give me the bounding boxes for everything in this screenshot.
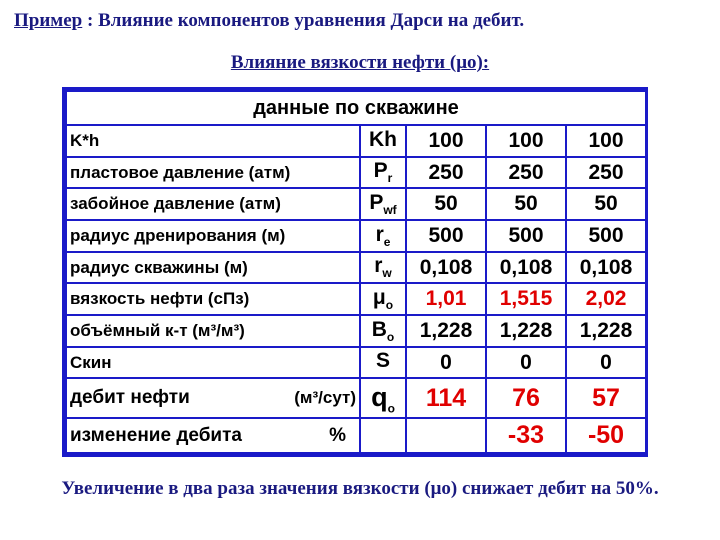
rate-change-label-cell: [66, 418, 360, 453]
value-cell: 50: [566, 188, 646, 220]
value-cell: 250: [566, 157, 646, 189]
rate-change-value: [406, 418, 486, 453]
table-row: [66, 125, 646, 157]
oil-rate-value: 76: [486, 378, 566, 418]
title-prefix: Пример: [14, 10, 83, 31]
value-cell: 100: [566, 125, 646, 157]
param-label: объёмный к-т (м³/м³): [66, 315, 360, 347]
data-table-frame: [62, 87, 648, 457]
param-symbol: $P_{wf}$: [360, 188, 406, 220]
oil-rate-symbol: $q_o$: [360, 378, 406, 418]
rate-change-label: изменение дебита: [70, 424, 242, 446]
value-cell: 0: [566, 347, 646, 379]
param-symbol: $B_o$: [360, 315, 406, 347]
value-cell: 500: [486, 220, 566, 252]
table-row: [66, 157, 646, 189]
subtitle: Влияние вязкости нефти (μо):: [230, 52, 490, 73]
table-header: данные по скважине: [66, 91, 646, 125]
param-label: K*h: [66, 125, 360, 157]
value-cell: 0,108: [566, 252, 646, 284]
rate-change-value: -33: [486, 418, 566, 453]
value-cell: 1,228: [486, 315, 566, 347]
oil-rate-label-cell: [66, 378, 360, 418]
rate-change-unit: %: [329, 424, 346, 446]
value-cell: 0,108: [486, 252, 566, 284]
param-label: радиус дренирования (м): [66, 220, 360, 252]
value-cell: 0: [486, 347, 566, 379]
value-cell: 250: [406, 157, 486, 189]
param-symbol: $r_e$: [360, 220, 406, 252]
table-row: [66, 188, 646, 220]
oil-rate-label: дебит нефти: [70, 387, 190, 409]
page-title: [14, 10, 524, 32]
viscosity-value: 1,01: [406, 283, 486, 315]
table-row: [66, 220, 646, 252]
param-symbol: $\mu_o$: [360, 283, 406, 315]
param-symbol: $P_r$: [360, 157, 406, 189]
table-row: [66, 315, 646, 347]
rate-change-value: -50: [566, 418, 646, 453]
empty-symbol-cell: [360, 418, 406, 453]
param-label: забойное давление (атм): [66, 188, 360, 220]
viscosity-value: 2,02: [566, 283, 646, 315]
value-cell: 100: [486, 125, 566, 157]
param-label: радиус скважины (м): [66, 252, 360, 284]
value-cell: 500: [406, 220, 486, 252]
oil-rate-row: [66, 378, 646, 418]
oil-rate-unit: (м³/сут): [294, 388, 356, 408]
well-data-table: [65, 90, 647, 454]
param-label: Скин: [66, 347, 360, 379]
table-row: [66, 347, 646, 379]
oil-rate-value: 114: [406, 378, 486, 418]
value-cell: 50: [486, 188, 566, 220]
param-label: вязкость нефти (сПз): [66, 283, 360, 315]
value-cell: 0,108: [406, 252, 486, 284]
oil-rate-value: 57: [566, 378, 646, 418]
conclusion-text: Увеличение в два раза значения вязкости (μо) снижает дебит на 50%.: [61, 478, 659, 499]
value-cell: 1,228: [406, 315, 486, 347]
value-cell: 100: [406, 125, 486, 157]
rate-change-row: [66, 418, 646, 453]
table-row: [66, 252, 646, 284]
param-label: пластовое давление (атм): [66, 157, 360, 189]
value-cell: 250: [486, 157, 566, 189]
param-symbol: $r_w$: [360, 252, 406, 284]
value-cell: 1,228: [566, 315, 646, 347]
viscosity-value: 1,515: [486, 283, 566, 315]
param-symbol: Kh: [360, 125, 406, 157]
table-row: [66, 283, 646, 315]
value-cell: 50: [406, 188, 486, 220]
value-cell: 500: [566, 220, 646, 252]
param-symbol: S: [360, 347, 406, 379]
value-cell: 0: [406, 347, 486, 379]
title-text: : Влияние компонентов уравнения Дарси на дебит.: [82, 10, 525, 31]
